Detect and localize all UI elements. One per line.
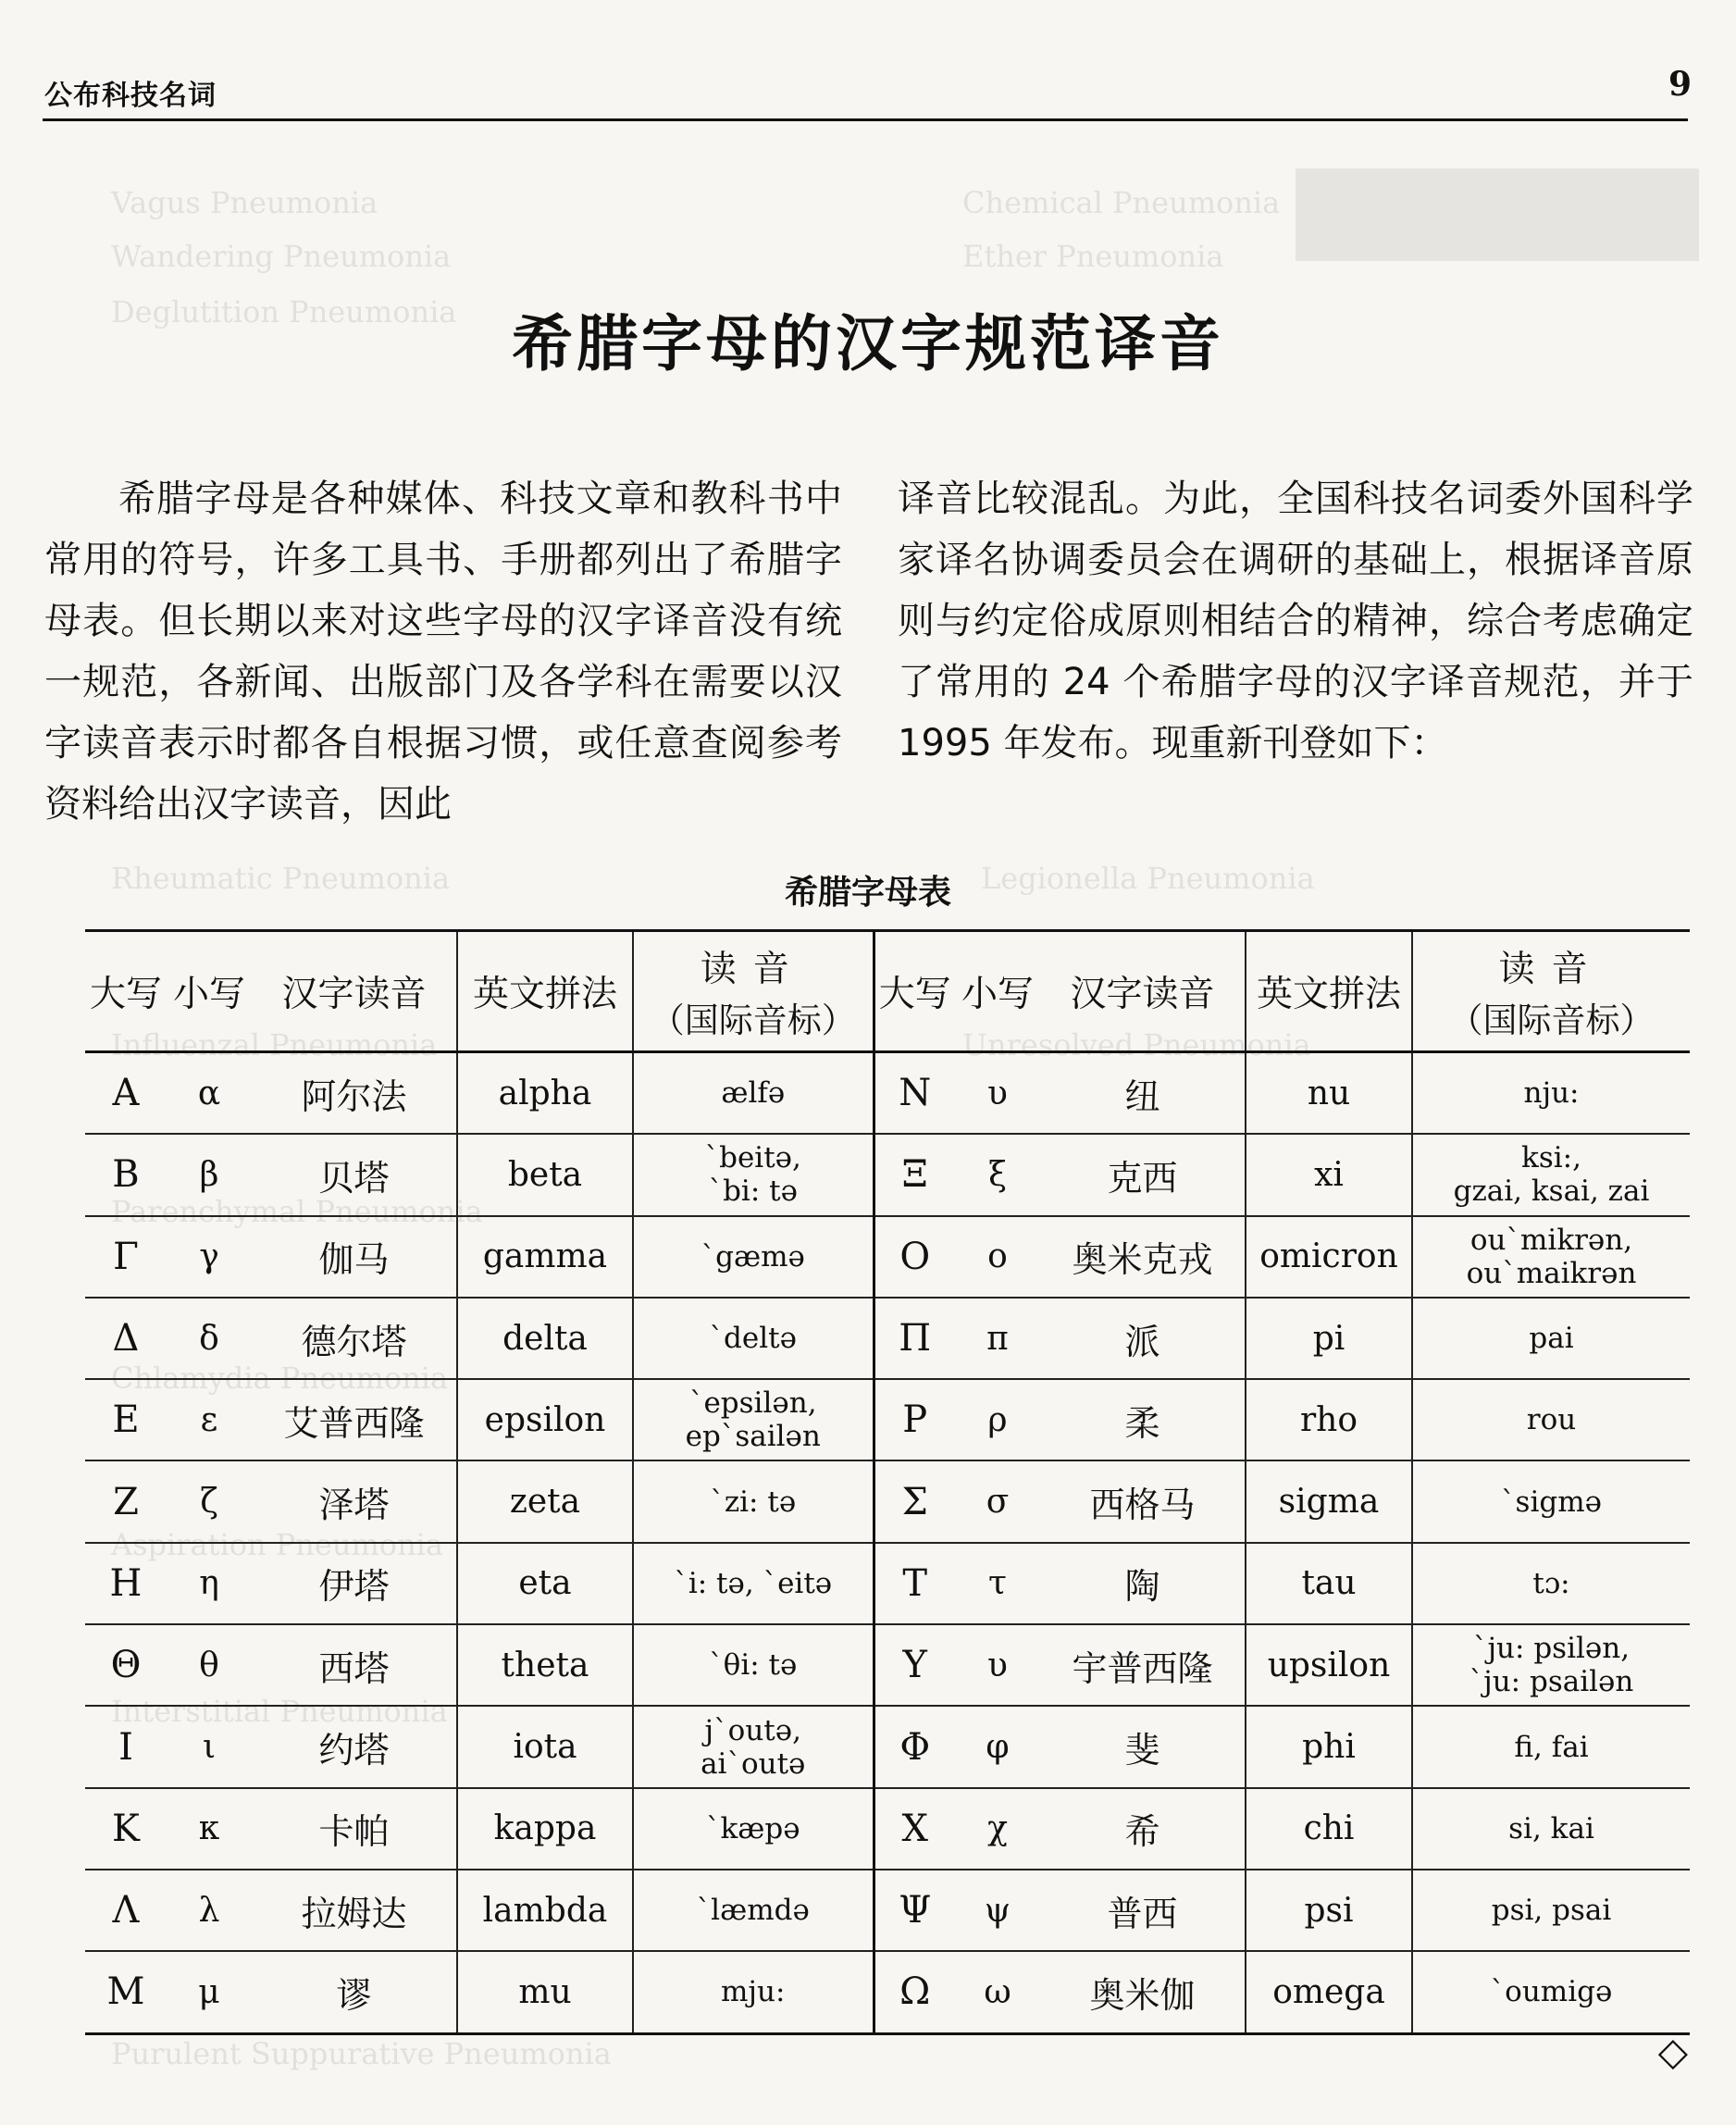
ipa-line: rou (1526, 1403, 1577, 1437)
header-pron-top: 读音 (700, 949, 806, 990)
paragraph-left-column: 希腊字母是各种媒体、科技文章和教科书中常用的符号，许多工具书、手册都列出了希腊字母表。但长期以来对这些字母的汉字译音没有统一规范，各新闻、出版部门及各学科在需要以汉字读音表示时都各自根据习惯，或任意查阅参考资料给出汉字读音，因此 (44, 478, 842, 826)
ipa-line: ˋi: tə, ˋeitə (674, 1566, 833, 1600)
chinese-reading: 希 (1040, 1788, 1246, 1870)
english-spelling: nu (1246, 1052, 1412, 1135)
ipa-pronunciation (1412, 1052, 1690, 1135)
english-spelling: phi (1246, 1706, 1412, 1787)
upper-letter: Ω (874, 1951, 955, 2033)
lower-letter: θ (167, 1624, 252, 1706)
header-chinese-right: 汉字读音 (1040, 931, 1246, 1052)
lower-letter: ι (167, 1706, 252, 1787)
ipa-line: mju: (721, 1975, 786, 2009)
chinese-reading: 斐 (1040, 1706, 1246, 1787)
chinese-reading: 陶 (1040, 1543, 1246, 1624)
english-spelling: kappa (457, 1788, 633, 1870)
table-row (85, 1951, 1690, 2033)
upper-letter: Ν (874, 1052, 955, 1135)
upper-letter: Δ (85, 1298, 167, 1379)
english-spelling: epsilon (457, 1379, 633, 1460)
ipa-line: ˋepsilən, (688, 1386, 817, 1421)
upper-letter: Β (85, 1134, 167, 1215)
ipa-line: ˋlæmdə (696, 1894, 810, 1928)
ipa-line: ˋzi: tə (710, 1485, 797, 1519)
lower-letter: υ (955, 1624, 1040, 1706)
upper-letter: Ο (874, 1216, 955, 1298)
english-spelling: upsilon (1246, 1624, 1412, 1706)
chinese-reading: 贝塔 (252, 1134, 457, 1215)
header-upper-left: 大写 (85, 931, 167, 1052)
upper-letter: Ε (85, 1379, 167, 1460)
english-spelling: delta (457, 1298, 633, 1379)
ipa-pronunciation (1412, 1951, 1690, 2033)
ipa-pronunciation (633, 1460, 874, 1542)
ipa-line: ˋoumigə (1490, 1975, 1613, 2009)
ipa-pronunciation (633, 1624, 874, 1706)
english-spelling: lambda (457, 1870, 633, 1951)
upper-letter: Α (85, 1052, 167, 1135)
ipa-line: ˋdeltə (709, 1322, 797, 1356)
ipa-line: pai (1529, 1322, 1574, 1356)
table-row (85, 1706, 1690, 1787)
header-chinese-left: 汉字读音 (252, 931, 457, 1052)
upper-letter: Λ (85, 1870, 167, 1951)
chinese-reading: 德尔塔 (252, 1298, 457, 1379)
ipa-pronunciation (633, 1298, 874, 1379)
ipa-line: ˋgæmə (701, 1239, 805, 1274)
english-spelling: mu (457, 1951, 633, 2033)
chinese-reading: 克西 (1040, 1134, 1246, 1215)
upper-letter: Τ (874, 1543, 955, 1624)
chinese-reading: 约塔 (252, 1706, 457, 1787)
ipa-line: ˋbeitə, (704, 1141, 801, 1175)
upper-letter: Ψ (874, 1870, 955, 1951)
ipa-pronunciation (633, 1788, 874, 1870)
ipa-line: aiˋoutə (701, 1746, 806, 1781)
table-row (85, 1052, 1690, 1135)
upper-letter: Κ (85, 1788, 167, 1870)
lower-letter: λ (167, 1870, 252, 1951)
lower-letter: κ (167, 1788, 252, 1870)
end-mark-icon: ◇ (1657, 2029, 1688, 2074)
english-spelling: theta (457, 1624, 633, 1706)
page-number: 9 (1668, 65, 1692, 104)
chinese-reading: 谬 (252, 1951, 457, 2033)
ipa-line: si, kai (1508, 1811, 1594, 1845)
ipa-pronunciation (1412, 1706, 1690, 1787)
lower-letter: ο (955, 1216, 1040, 1298)
table-row (85, 1788, 1690, 1870)
header-pron-top: 读音 (1498, 949, 1605, 990)
ipa-line: ˋju: psilən, (1472, 1632, 1631, 1666)
lower-letter: τ (955, 1543, 1040, 1624)
ipa-line: ˋbi: tə (708, 1174, 798, 1209)
english-spelling: pi (1246, 1298, 1412, 1379)
table-caption: 希腊字母表 (784, 874, 951, 912)
greek-alphabet-table (85, 929, 1690, 2035)
chinese-reading: 派 (1040, 1298, 1246, 1379)
ipa-line: ouˋmaikrən (1466, 1256, 1637, 1290)
header-pron-bottom: （国际音标） (1448, 1000, 1655, 1040)
ipa-pronunciation (633, 1543, 874, 1624)
ipa-line: ksi:, (1521, 1141, 1581, 1175)
lower-letter: δ (167, 1298, 252, 1379)
ipa-pronunciation (633, 1052, 874, 1135)
lower-letter: η (167, 1543, 252, 1624)
ipa-line: ælfə (721, 1076, 786, 1111)
chinese-reading: 泽塔 (252, 1460, 457, 1542)
english-spelling: eta (457, 1543, 633, 1624)
lower-letter: γ (167, 1216, 252, 1298)
upper-letter: Υ (874, 1624, 955, 1706)
table-row (85, 1298, 1690, 1379)
ipa-pronunciation (1412, 1379, 1690, 1460)
header-pron-bottom: （国际音标） (650, 1000, 856, 1040)
table-body (85, 1052, 1690, 2034)
chinese-reading: 阿尔法 (252, 1052, 457, 1135)
upper-letter: Π (874, 1298, 955, 1379)
lower-letter: υ (955, 1052, 1040, 1135)
ipa-line: ouˋmikrən, (1469, 1223, 1633, 1257)
ipa-line: ˋθi: tə (709, 1648, 798, 1683)
table-row (85, 1134, 1690, 1215)
ipa-line: nju: (1523, 1076, 1580, 1111)
english-spelling: tau (1246, 1543, 1412, 1624)
upper-letter: Ρ (874, 1379, 955, 1460)
chinese-reading: 艾普西隆 (252, 1379, 457, 1460)
table-row (85, 1870, 1690, 1951)
lower-letter: σ (955, 1460, 1040, 1542)
ipa-line: ˋkæpə (705, 1811, 800, 1845)
header-pron-right (1412, 931, 1690, 1052)
lower-letter: χ (955, 1788, 1040, 1870)
header-lower-left: 小写 (167, 931, 252, 1052)
lower-letter: ε (167, 1379, 252, 1460)
english-spelling: rho (1246, 1379, 1412, 1460)
header-english-right: 英文拼法 (1246, 931, 1412, 1052)
ipa-pronunciation (1412, 1543, 1690, 1624)
upper-letter: Η (85, 1543, 167, 1624)
upper-letter: Γ (85, 1216, 167, 1298)
upper-letter: Χ (874, 1788, 955, 1870)
ipa-pronunciation (1412, 1298, 1690, 1379)
table-row (85, 1379, 1690, 1460)
english-spelling: omega (1246, 1951, 1412, 2033)
english-spelling: sigma (1246, 1460, 1412, 1542)
english-spelling: iota (457, 1706, 633, 1787)
chinese-reading: 普西 (1040, 1870, 1246, 1951)
lower-letter: ξ (955, 1134, 1040, 1215)
ipa-pronunciation (633, 1134, 874, 1215)
chinese-reading: 宇普西隆 (1040, 1624, 1246, 1706)
lower-letter: ρ (955, 1379, 1040, 1460)
english-spelling: chi (1246, 1788, 1412, 1870)
ipa-line: fi, fai (1514, 1730, 1589, 1764)
lower-letter: ψ (955, 1870, 1040, 1951)
ipa-line: gzai, ksai, zai (1453, 1174, 1650, 1209)
english-spelling: gamma (457, 1216, 633, 1298)
ipa-pronunciation (1412, 1134, 1690, 1215)
running-head: 公布科技名词 (44, 80, 217, 112)
upper-letter: Θ (85, 1624, 167, 1706)
chinese-reading: 纽 (1040, 1052, 1246, 1135)
ipa-pronunciation (1412, 1624, 1690, 1706)
table-row (85, 1624, 1690, 1706)
upper-letter: Σ (874, 1460, 955, 1542)
chinese-reading: 柔 (1040, 1379, 1246, 1460)
lower-letter: β (167, 1134, 252, 1215)
ipa-line: psi, psai (1491, 1894, 1612, 1928)
ipa-pronunciation (633, 1216, 874, 1298)
ipa-line: jˋoutə, (704, 1713, 801, 1747)
chinese-reading: 拉姆达 (252, 1870, 457, 1951)
chinese-reading: 卡帕 (252, 1788, 457, 1870)
lower-letter: ζ (167, 1460, 252, 1542)
lower-letter: μ (167, 1951, 252, 2033)
paragraph-right-column: 译音比较混乱。为此，全国科技名词委外国科学家译名协调委员会在调研的基础上，根据译音原则与约定俗成原则相结合的精神，综合考虑确定了常用的 24 个希腊字母的汉字译音规范，并于 1995 年发布。现重新刊登如下： (898, 478, 1693, 764)
ipa-line: epˋsailən (685, 1420, 821, 1454)
english-spelling: xi (1246, 1134, 1412, 1215)
lower-letter: φ (955, 1706, 1040, 1787)
upper-letter: Ξ (874, 1134, 955, 1215)
chinese-reading: 奥米伽 (1040, 1951, 1246, 2033)
bleed-through-texture: Vagus Pneumonia Chemical Pneumonia Wandering Pneumonia Ether Pneumonia Deglutition Pneumonia Rheumatic Pneumonia Legionella Pneumonia Influenzal Pneumonia Unresolved Pneumonia Parenchymal Pneumonia Chlamydia Pneumonia Aspiration Pneumonia Interstitial Pneumonia Purulent Suppurative Pneumonia (0, 0, 1736, 2125)
ipa-pronunciation (633, 1379, 874, 1460)
table-row (85, 1216, 1690, 1298)
article-title: 希腊字母的汉字规范译音 (512, 307, 1224, 379)
table-row (85, 1460, 1690, 1542)
chinese-reading: 西格马 (1040, 1460, 1246, 1542)
ipa-pronunciation (633, 1951, 874, 2033)
table-header-row (85, 931, 1690, 1052)
chinese-reading: 奥米克戎 (1040, 1216, 1246, 1298)
english-spelling: beta (457, 1134, 633, 1215)
ipa-pronunciation (1412, 1216, 1690, 1298)
ipa-pronunciation (1412, 1870, 1690, 1951)
english-spelling: omicron (1246, 1216, 1412, 1298)
upper-letter: Φ (874, 1706, 955, 1787)
english-spelling: psi (1246, 1870, 1412, 1951)
upper-letter: Μ (85, 1951, 167, 2033)
lower-letter: ω (955, 1951, 1040, 2033)
ipa-pronunciation (633, 1870, 874, 1951)
ipa-pronunciation (1412, 1460, 1690, 1542)
chinese-reading: 伊塔 (252, 1543, 457, 1624)
header-upper-right: 大写 (874, 931, 955, 1052)
upper-letter: Ζ (85, 1460, 167, 1542)
header-lower-right: 小写 (955, 931, 1040, 1052)
header-pron-left (633, 931, 874, 1052)
ipa-line: ˋsigmə (1501, 1485, 1602, 1519)
chinese-reading: 伽马 (252, 1216, 457, 1298)
table-row (85, 1543, 1690, 1624)
english-spelling: zeta (457, 1460, 633, 1542)
ipa-line: ˋju: psailən (1469, 1665, 1634, 1699)
english-spelling: alpha (457, 1052, 633, 1135)
chinese-reading: 西塔 (252, 1624, 457, 1706)
ipa-pronunciation (1412, 1788, 1690, 1870)
lower-letter: α (167, 1052, 252, 1135)
header-english-left: 英文拼法 (457, 931, 633, 1052)
ipa-line: tɔ: (1532, 1566, 1570, 1600)
lower-letter: π (955, 1298, 1040, 1379)
ipa-pronunciation (633, 1706, 874, 1787)
header-rule (43, 118, 1688, 121)
upper-letter: Ι (85, 1706, 167, 1787)
